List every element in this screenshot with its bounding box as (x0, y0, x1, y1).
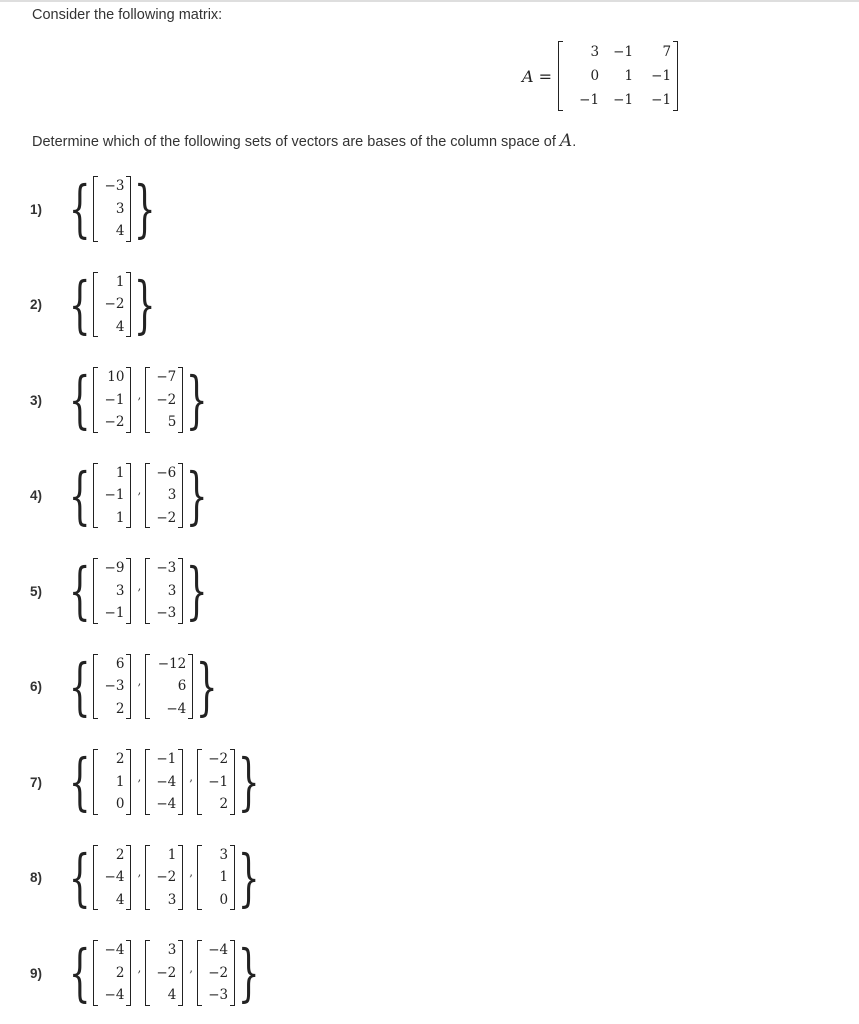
matrix-cell: −1 (651, 92, 672, 108)
close-brace: } (134, 172, 157, 245)
option-label: 3) (30, 392, 43, 408)
column-vector (93, 557, 131, 625)
vector-entry: −2 (156, 391, 177, 408)
matrix-variable: A (522, 66, 534, 86)
vector-entry: 3 (219, 846, 229, 863)
option-label: 4) (30, 488, 43, 503)
open-brace: { (68, 936, 91, 1009)
vector-set (66, 936, 269, 1009)
vector-entry: −4 (156, 773, 177, 790)
vector-entry: 6 (177, 678, 187, 695)
column-vector (145, 366, 183, 434)
vector-entry: 2 (115, 964, 125, 981)
option-1 (30, 167, 165, 251)
column-vector (145, 653, 193, 721)
close-brace: } (237, 745, 260, 818)
vector-separator: , (137, 769, 142, 784)
vector-separator: , (189, 865, 194, 880)
vector-separator: , (137, 674, 142, 689)
vector-entry: 2 (115, 700, 125, 717)
column-vector (145, 844, 183, 912)
question-prompt (32, 131, 576, 151)
vector-entry: 0 (219, 891, 229, 908)
option-label: 1) (30, 201, 43, 217)
vector-entry: 3 (167, 582, 177, 599)
column-vector (93, 939, 131, 1007)
vector-separator: , (137, 483, 142, 498)
column-vector (145, 939, 183, 1007)
column-vector (197, 939, 235, 1007)
matrix-cell: −1 (651, 68, 672, 84)
column-vector (93, 175, 131, 243)
vector-entry: −1 (104, 391, 125, 408)
vector-entry: −3 (208, 987, 229, 1004)
vector-entry: −4 (104, 869, 125, 886)
option-8 (30, 836, 269, 920)
vector-entry: −1 (104, 487, 125, 504)
column-vector (145, 557, 183, 625)
close-brace: } (186, 554, 208, 627)
vector-entry: 4 (167, 987, 177, 1004)
vector-entry: 0 (115, 796, 125, 813)
vector-entry: −4 (104, 942, 125, 959)
vector-entry: −2 (156, 964, 177, 981)
vector-set (66, 649, 227, 723)
close-brace: } (134, 267, 157, 341)
column-vector (93, 748, 131, 816)
open-brace: { (68, 458, 91, 532)
vector-set (66, 840, 269, 914)
vector-separator: , (189, 960, 194, 975)
vector-entry: 1 (115, 464, 125, 481)
vector-entry: −2 (104, 414, 125, 431)
vector-separator: , (137, 387, 142, 402)
vector-set (66, 363, 217, 436)
vector-separator: , (137, 865, 142, 880)
close-brace: } (237, 840, 260, 914)
vector-entry: −12 (157, 655, 187, 672)
prompt-variable: A (559, 131, 573, 151)
vector-entry: 6 (115, 655, 125, 672)
close-brace: } (186, 458, 208, 532)
vector-entry: 1 (167, 846, 177, 863)
matrix-cell: 3 (590, 44, 600, 60)
matrix-cell: −1 (613, 44, 634, 60)
close-brace: } (196, 649, 218, 723)
vector-entry: 3 (167, 487, 177, 504)
option-label: 6) (30, 679, 43, 694)
vector-entry: 3 (167, 891, 177, 908)
top-divider (0, 0, 859, 2)
vector-entry: 1 (115, 509, 125, 526)
vector-entry: −3 (104, 178, 125, 195)
option-4 (30, 454, 217, 538)
intro-text: Consider the following matrix: (32, 7, 223, 23)
column-vector (93, 844, 131, 912)
matrix-cell: 1 (624, 68, 634, 84)
option-9 (30, 931, 269, 1015)
option-2 (30, 263, 165, 347)
vector-entry: −9 (104, 560, 125, 577)
vector-entry: −7 (156, 369, 177, 386)
vector-entry: −4 (208, 942, 229, 959)
matrix-cell: −1 (613, 92, 634, 108)
vector-set (66, 745, 269, 818)
vector-entry: −1 (156, 751, 177, 768)
column-vector (93, 271, 131, 339)
vector-entry: 4 (115, 318, 125, 335)
option-label: 7) (30, 774, 43, 790)
vector-entry: −4 (104, 987, 125, 1004)
vector-entry: 3 (115, 582, 125, 599)
vector-entry: 1 (219, 869, 229, 886)
vector-entry: −4 (166, 700, 187, 717)
equals-sign: = (533, 66, 553, 86)
vector-entry: 4 (115, 891, 125, 908)
column-vector (145, 748, 183, 816)
vector-entry: −1 (208, 773, 229, 790)
option-3 (30, 358, 217, 442)
vector-entry: 4 (115, 223, 125, 240)
vector-entry: 2 (115, 846, 125, 863)
vector-separator: , (189, 769, 194, 784)
option-6 (30, 645, 227, 729)
option-label: 8) (30, 870, 43, 885)
option-label: 2) (30, 297, 43, 312)
vector-entry: 10 (107, 369, 125, 386)
vector-entry: −4 (156, 796, 177, 813)
open-brace: { (68, 267, 91, 341)
vector-entry: 5 (167, 414, 177, 431)
matrix-cell: −1 (579, 92, 600, 108)
vector-separator: , (137, 960, 142, 975)
column-vector (197, 844, 235, 912)
open-brace: { (68, 649, 91, 723)
vector-set (66, 267, 165, 341)
matrix-cell: 7 (662, 44, 672, 60)
close-brace: } (186, 363, 208, 436)
column-vector (197, 748, 235, 816)
prompt-period: . (572, 134, 577, 150)
vector-entry: 2 (219, 796, 229, 813)
vector-entry: −2 (104, 296, 125, 313)
matrix-label (522, 67, 552, 86)
vector-entry: −1 (104, 605, 125, 622)
matrix-cell: 0 (590, 68, 600, 84)
vector-entry: −3 (156, 605, 177, 622)
matrix-a (558, 40, 678, 112)
column-vector (145, 462, 183, 530)
column-vector (93, 366, 131, 434)
vector-entry: −2 (156, 509, 177, 526)
vector-entry: −2 (208, 964, 229, 981)
vector-set (66, 458, 217, 532)
matrix-equation (522, 38, 678, 114)
open-brace: { (68, 840, 91, 914)
open-brace: { (68, 363, 91, 436)
column-vector (93, 653, 131, 721)
vector-entry: −3 (156, 560, 177, 577)
vector-set (66, 172, 165, 245)
option-7 (30, 740, 269, 824)
vector-entry: 1 (115, 773, 125, 790)
option-5 (30, 549, 217, 633)
option-label: 9) (30, 965, 43, 981)
vector-entry: 2 (115, 751, 125, 768)
open-brace: { (68, 745, 91, 818)
vector-set (66, 554, 217, 627)
vector-entry: −2 (208, 751, 229, 768)
vector-entry: −6 (156, 464, 177, 481)
vector-entry: −3 (104, 678, 125, 695)
vector-entry: 3 (115, 200, 125, 217)
vector-entry: 3 (167, 942, 177, 959)
vector-separator: , (137, 578, 142, 593)
close-brace: } (237, 936, 260, 1009)
vector-entry: −2 (156, 869, 177, 886)
vector-entry: 1 (115, 273, 125, 290)
option-label: 5) (30, 583, 43, 599)
prompt-text: Determine which of the following sets of vectors are bases of the column space of (32, 134, 560, 150)
open-brace: { (68, 172, 91, 245)
column-vector (93, 462, 131, 530)
open-brace: { (68, 554, 91, 627)
